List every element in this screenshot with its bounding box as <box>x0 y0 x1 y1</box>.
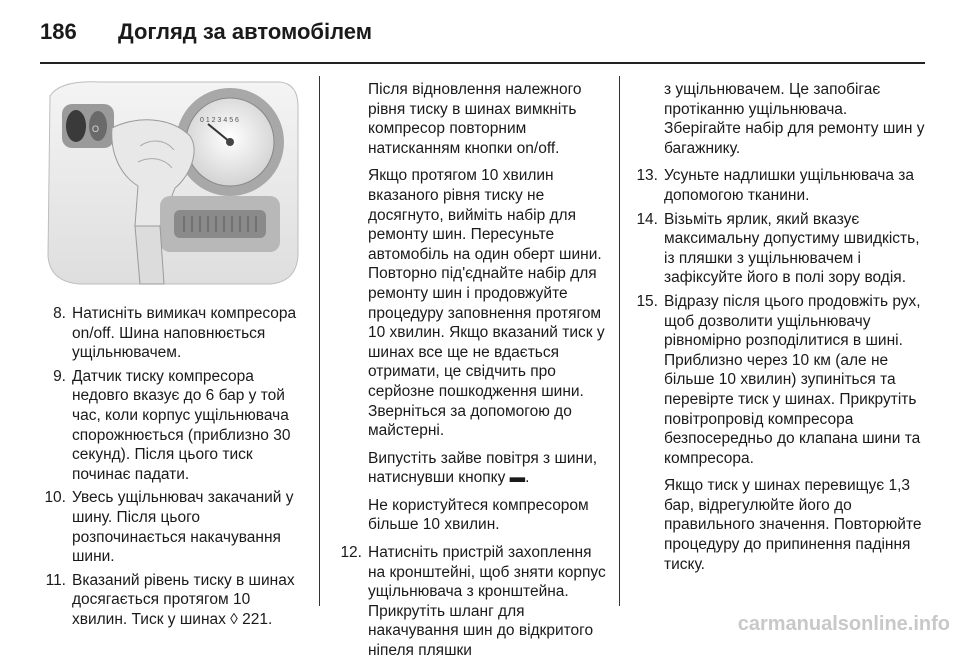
list-item <box>40 571 302 630</box>
column-2 <box>336 80 608 665</box>
paragraph: Якщо тиск у шинах перевищує 1,3 бар, відрегулюйте його до правильного значення. Повторюйте процедуру до припинення падіння тиску. <box>664 477 922 573</box>
column-divider <box>619 76 620 606</box>
paragraph: Після відновлення належного рівня тиску в шинах вимкніть компресор повторним натисканням кнопки on/off. <box>368 81 582 157</box>
compressor-illustration <box>40 76 302 290</box>
step-text: Натисніть вимикач компресора on/off. Шина наповнюється ущільнювачем. <box>72 305 297 362</box>
page-header <box>40 6 925 56</box>
gauge-scale: 0 1 2 3 4 5 6 <box>200 117 239 124</box>
compressor-drawing <box>40 76 302 290</box>
step-number: 15. <box>636 292 658 310</box>
column-divider <box>319 76 320 606</box>
step-number: 8. <box>53 305 66 322</box>
step-number: 9. <box>53 367 66 385</box>
list-item <box>632 210 928 288</box>
list-item <box>40 304 302 363</box>
column-1 <box>40 304 302 634</box>
list-item <box>632 166 928 205</box>
on-off-switch-icon <box>66 110 86 142</box>
step-text: Візьміть ярлик, який вказує максимальну допустиму швидкість, із пляшки з ущільнювачем і зафіксуйте його в полі зору водія. <box>664 210 920 287</box>
paragraph: Випустіть зайве повітря з шини, натиснувши кнопку ▬. <box>368 449 598 487</box>
step-number: 12. <box>340 544 362 562</box>
list-item <box>40 367 302 485</box>
column-3 <box>632 80 928 582</box>
watermark: carmanualsonline.info <box>737 613 950 635</box>
step-text: Усуньте надлишки ущільнювача за допомогою тканини. <box>664 167 915 204</box>
paragraph: Не користуйтеся компресором більше 10 хвилин. <box>368 496 589 534</box>
step-number: 13. <box>636 167 658 185</box>
page-title: Догляд за автомобілем <box>118 19 373 44</box>
step-text: Увесь ущільнювач закачаний у шину. Після цього розпочинається накачування шини. <box>72 489 294 566</box>
header-divider <box>40 62 925 64</box>
step-text: Натисніть пристрій захоплення на кронштейні, щоб зняти корпус ущільнювача з кронштейна. Прикрутіть шланг для накачування шин до відкритого ніпеля пляшки <box>368 544 606 660</box>
svg-text:O: O <box>92 124 100 134</box>
list-item <box>336 543 608 661</box>
step-number: 14. <box>636 210 658 228</box>
step-text: Відразу після цього продовжіть рух, щоб дозволити ущільнювачу рівномірно розподілитися в шині. Приблизно через 10 км (але не більше 10 хвилин) зупиніться та перевірте тиск у шинах. Прикрутіть повітропровід компресора безпосередньо до клапана шини та компресора. <box>664 292 921 467</box>
list-item <box>632 292 928 468</box>
page-number: 186 <box>40 19 77 44</box>
paragraph: Якщо протягом 10 хвилин вказаного рівня тиску не досягнуто, вийміть набір для ремонту шин. Пересуньте автомобіль на один оберт шини. Повторно під'єднайте набір для ремонту шин і продовжуйте процедуру заповнення протягом 10 хвилин. Якщо вказаний тиск у шинах все ще не вдається отримати, це свідчить про серйозне пошкодження шини. Зверніться за допомогою до майстерні. <box>368 167 605 440</box>
paragraph: з ущільнювачем. Це запобігає протіканню ущільнювача. Зберігайте набір для ремонту шин у багажнику. <box>664 81 925 157</box>
step-number: 10. <box>44 489 66 507</box>
step-text: Вказаний рівень тиску в шинах досягається протягом 10 хвилин. Тиск у шинах ◊ 221. <box>72 571 295 628</box>
list-item <box>40 488 302 566</box>
step-number: 11. <box>45 571 66 589</box>
step-text: Датчик тиску компресора недовго вказує до 6 бар у той час, коли корпус ущільнювача спорожнюється (приблизно 30 секунд). Після цього тиск починає падати. <box>72 367 291 483</box>
